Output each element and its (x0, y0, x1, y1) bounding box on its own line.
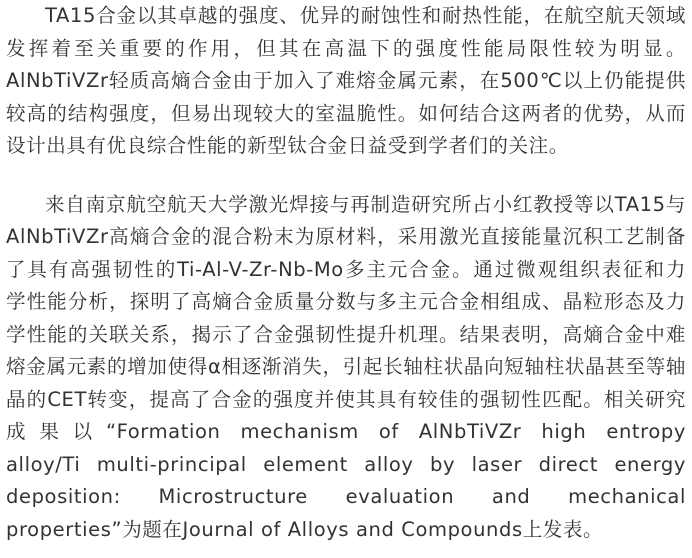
text-line: 较高的结构强度，但易出现较大的室温脆性。如何结合这两者的优势，从而 (6, 101, 686, 125)
text-line: 了具有高强韧性的Ti-Al-V-Zr-Nb-Mo多主元合金。通过微观组织表征和力 (6, 257, 686, 281)
text-line: alloy/Ti multi-principal element alloy by laser direct energy (6, 452, 686, 476)
text-line: 学性能的关联关系，揭示了合金强韧性提升机理。结果表明，高熵合金中难 (6, 322, 686, 346)
paragraph-gap (6, 163, 686, 189)
text-line: 成果以“Formation mechanism of AlNbTiVZr high entropy (6, 420, 686, 443)
text-line: AlNbTiVZr轻质高熵合金由于加入了难熔金属元素，在500℃以上仍能提供 (6, 69, 686, 92)
text-line: TA15合金以其卓越的强度、优异的耐蚀性和耐热性能，在航空航天领域 (45, 4, 686, 27)
paragraph-research-summary (6, 189, 686, 547)
text-line: 学性能分析，探明了高熵合金质量分数与多主元合金相组成、晶粒形态及力 (6, 290, 686, 313)
paragraph-ta15-intro (6, 0, 686, 163)
text-line: 晶的CET转变，提高了合金的强度并使其具有较佳的强韧性匹配。相关研究 (6, 387, 686, 411)
text-line: AlNbTiVZr高熵合金的混合粉末为原材料，采用激光直接能量沉积工艺制备 (6, 225, 686, 248)
text-line: 设计出具有优良综合性能的新型钛合金日益受到学者们的关注。 (6, 134, 569, 157)
text-line: 来自南京航空航天大学激光焊接与再制造研究所占小红教授等以TA15与 (45, 192, 686, 216)
text-line: properties”为题在Journal of Alloys and Compounds上发表。 (6, 517, 604, 541)
text-line: 发挥着至关重要的作用，但其在高温下的强度性能局限性较为明显。 (6, 36, 686, 60)
text-line: 熔金属元素的增加使得α相逐渐消失，引起长轴柱状晶向短轴柱状晶甚至等轴 (6, 355, 686, 378)
text-line: deposition: Microstructure evaluation and mechanical (6, 485, 686, 508)
article-body (6, 0, 686, 546)
